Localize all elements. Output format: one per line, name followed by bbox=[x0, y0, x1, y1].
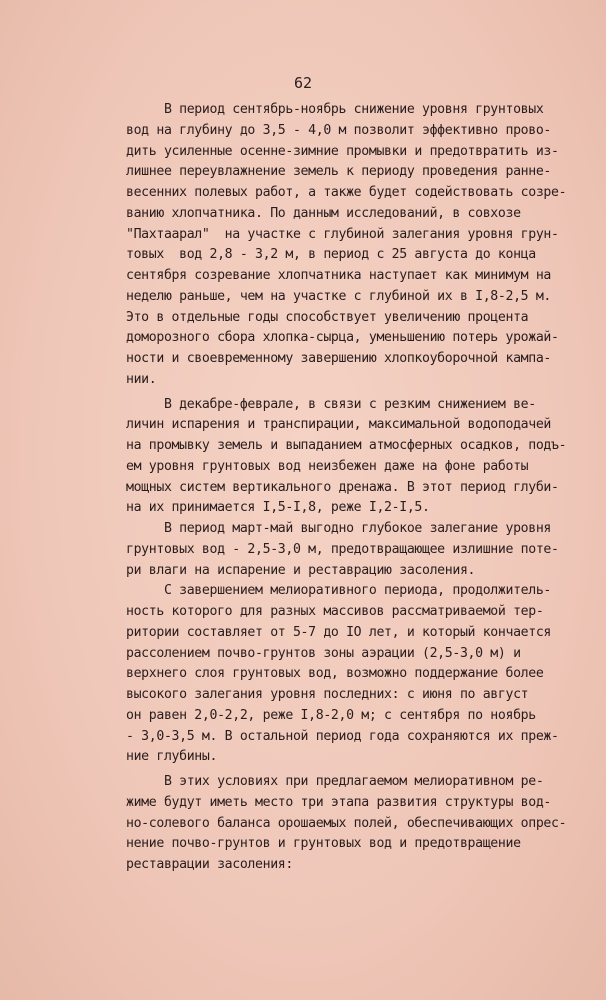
text-line: ри влаги на испарение и реставрацию засоления. bbox=[126, 562, 476, 578]
text-line: на промывку земель и выпаданием атмосферных осадков, подъ- bbox=[126, 438, 567, 453]
text-line: ванию хлопчатника. По данным исследований, в совхозе bbox=[126, 205, 521, 221]
text-line: ность которого для разных массивов рассматриваемой тер- bbox=[126, 604, 544, 619]
text-line: на их принимается I,5-I,8, реже I,2-I,5. bbox=[126, 500, 430, 516]
text-line: грунтовых вод - 2,5-3,0 м, предотвращающее излишние поте- bbox=[126, 541, 559, 557]
text-line: нение почво-грунтов и грунтовых вод и предотвращение bbox=[126, 836, 521, 852]
text-line: жиме будут иметь место три этапа развития структуры вод- bbox=[126, 794, 552, 810]
text-line: весенних полевых работ, а также будет содействовать созре- bbox=[126, 185, 567, 200]
text-line: - 3,0-3,5 м. В остальной период года сохраняются их преж- bbox=[126, 728, 559, 744]
text-line: но-солевого баланса орошаемых полей, обеспечивающих опрес- bbox=[126, 815, 567, 831]
paragraph-2 bbox=[126, 395, 570, 520]
text-line: ние глубины. bbox=[126, 749, 218, 765]
text-line: дить усиленные осенне-зимние промывки и предотвратить из- bbox=[126, 143, 559, 159]
text-line: В период сентябрь-ноябрь снижение уровня грунтовых bbox=[126, 102, 544, 117]
text-line: вод на глубину до 3,5 - 4,0 м позволит эффективно прово- bbox=[126, 122, 552, 138]
text-line: "Пахтаарал" на участке с глубиной залегания уровня грун- bbox=[126, 226, 559, 242]
text-line: верхнего слоя грунтовых вод, возможно поддержание более bbox=[126, 666, 544, 682]
text-line: доморозного сбора хлопка-сырца, уменьшению потерь урожай- bbox=[126, 330, 559, 346]
text-line: высокого залегания уровня последних: с июня по август bbox=[126, 687, 529, 702]
text-line: В период март-май выгодно глубокое залегание уровня bbox=[126, 521, 552, 536]
text-line: ности и своевременному завершению хлопкоуборочной кампа- bbox=[126, 351, 552, 366]
page-number: 62 bbox=[293, 74, 313, 92]
text-line: мощных систем вертикального дренажа. В этот период глуби- bbox=[126, 479, 559, 495]
paragraph-3 bbox=[126, 519, 570, 581]
text-line: Это в отдельные годы способствует увеличению процента bbox=[126, 309, 529, 325]
text-line: неделю раньше, чем на участке с глубиной их в I,8-2,5 м. bbox=[126, 288, 552, 304]
text-line: В этих условиях при предлагаемом мелиоративном ре- bbox=[126, 774, 544, 789]
text-line: товых вод 2,8 - 3,2 м, в период с 25 августа до конца bbox=[126, 247, 536, 263]
paragraph-1 bbox=[126, 100, 570, 391]
text-line: нии. bbox=[126, 371, 157, 387]
paragraph-5 bbox=[126, 772, 570, 876]
text-line: С завершением мелиоративного периода, продолжитель- bbox=[126, 583, 552, 599]
text-line: он равен 2,0-2,2, реже I,8-2,0 м; с сентября по ноябрь bbox=[126, 707, 536, 723]
text-line: В декабре-феврале, в связи с резким снижением ве- bbox=[126, 396, 536, 412]
text-line: ем уровня грунтовых вод неизбежен даже на фоне работы bbox=[126, 458, 529, 474]
text-line: реставрации засоления: bbox=[126, 857, 293, 872]
body-text bbox=[126, 100, 570, 876]
paragraph-4 bbox=[126, 581, 570, 768]
text-line: рассолением почво-грунтов зоны аэрации (2,5-3,0 м) и bbox=[126, 645, 521, 661]
text-line: сентября созревание хлопчатника наступает как минимум на bbox=[126, 268, 552, 283]
text-line: ритории составляет от 5-7 до IO лет, и который кончается bbox=[126, 624, 552, 640]
text-line: личин испарения и транспирации, максимальной водоподачей bbox=[126, 417, 552, 433]
text-line: лишнее переувлажнение земель к периоду проведения ранне- bbox=[126, 164, 552, 180]
